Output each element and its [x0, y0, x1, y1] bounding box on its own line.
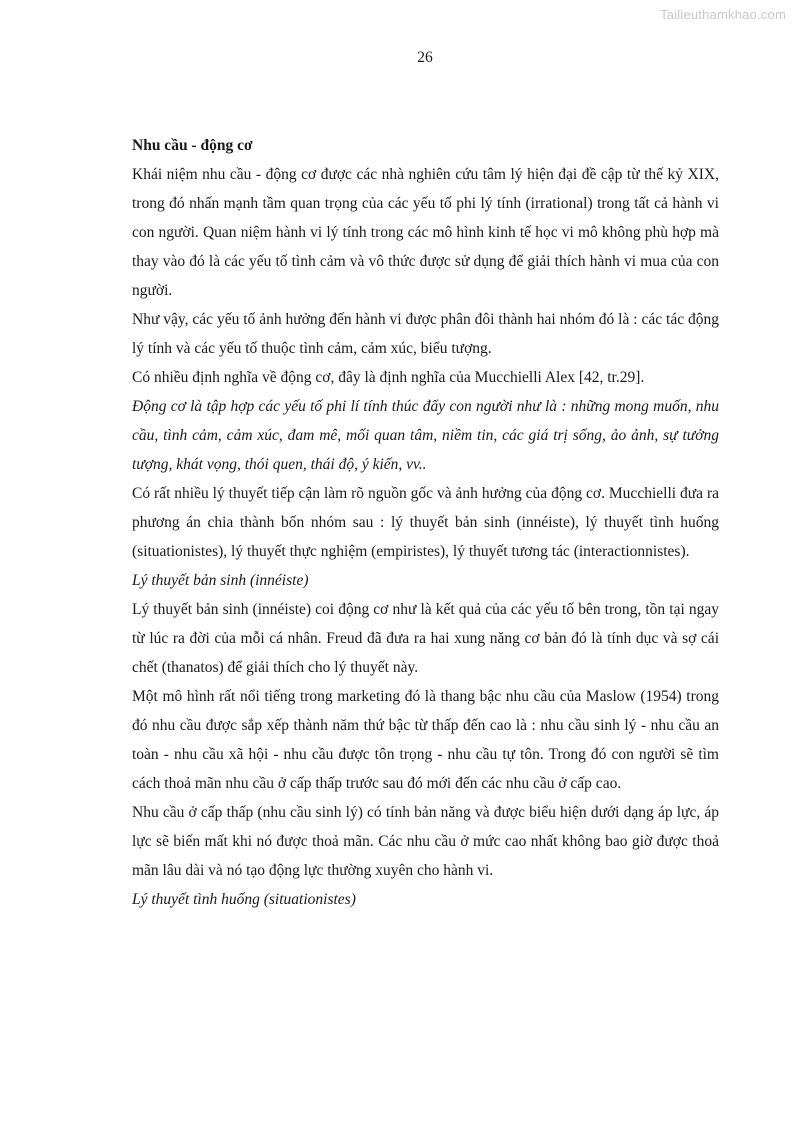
page-number: 26: [417, 49, 433, 66]
paragraph-innate: Lý thuyết bản sinh (innéiste) coi động cơ như là kết quả của các yếu tố bên trong, tồn tại ngay từ lúc ra đời của mỗi cá nhân. Freud đã đưa ra hai xung năng cơ bản đó là tính dục và sợ cái chết (thanatos) để giải thích cho lý thuyết này.: [132, 601, 719, 676]
paragraph-quote: Động cơ là tập hợp các yếu tố phi lí tính thúc đẩy con người như là : những mong muốn, nhu cầu, tình cảm, cảm xúc, đam mê, mối quan tâm, niềm tin, các giá trị sống, ảo ảnh, sự tưởng tượng, khát vọng, thói quen, thái độ, ý kiến, vv..: [132, 398, 719, 473]
paragraph-factors: Như vậy, các yếu tố ảnh hưởng đến hành vi được phân đôi thành hai nhóm đó là : các tác động lý tính và các yếu tố thuộc tình cảm, cảm xúc, biểu tượng.: [132, 311, 719, 357]
watermark: Tailieuthamkhao.com: [660, 7, 786, 22]
section-title: Nhu cầu - động cơ: [132, 137, 253, 154]
paragraph-maslow: Một mô hình rất nổi tiếng trong marketing đó là thang bậc nhu cầu của Maslow (1954) trong đó nhu cầu được sắp xếp thành năm thứ bậc từ thấp đến cao là : nhu cầu sinh lý - nhu cầu an toàn - nhu cầu xã hội - nhu cầu được tôn trọng - nhu cầu tự tôn. Trong đó con người sẽ tìm cách thoả mãn nhu cầu ở cấp thấp trước sau đó mới đến các nhu cầu ở cấp cao.: [132, 688, 719, 792]
document-body: [132, 131, 719, 914]
paragraph-theories: Có rất nhiều lý thuyết tiếp cận làm rõ nguồn gốc và ảnh hưởng của động cơ. Mucchielli đưa ra phương án chia thành bốn nhóm sau : lý thuyết bản sinh (innéiste), lý thuyết tình huống (situationistes), lý thuyết thực nghiệm (empiristes), lý thuyết tương tác (interactionnistes).: [132, 485, 719, 560]
paragraph-definition: Khái niệm nhu cầu - động cơ được các nhà nghiên cứu tâm lý hiện đại đề cập từ thế kỷ XIX, trong đó nhấn mạnh tầm quan trọng của các yếu tố phi lý tính (irrational) trong tất cả hành vi con người. Quan niệm hành vi lý tính trong các mô hình kinh tế học vi mô không phù hợp mà thay vào đó là các yếu tố tình cảm và vô thức được sử dụng để giải thích hành vi mua của con người.: [132, 166, 719, 299]
subheading-situational: Lý thuyết tình huống (situationistes): [132, 891, 356, 908]
paragraph-low-needs: Nhu cầu ở cấp thấp (nhu cầu sinh lý) có tính bản năng và được biểu hiện dưới dạng áp lực, áp lực sẽ biến mất khi nó được thoả mãn. Các nhu cầu ở mức cao nhất không bao giờ được thoả mãn lâu dài và nó tạo động lực thường xuyên cho hành vi.: [132, 804, 719, 879]
paragraph-definition-source: Có nhiều định nghĩa về động cơ, đây là định nghĩa của Mucchielli Alex [42, tr.29].: [132, 369, 645, 386]
subheading-innate: Lý thuyết bản sinh (innéiste): [132, 572, 309, 589]
